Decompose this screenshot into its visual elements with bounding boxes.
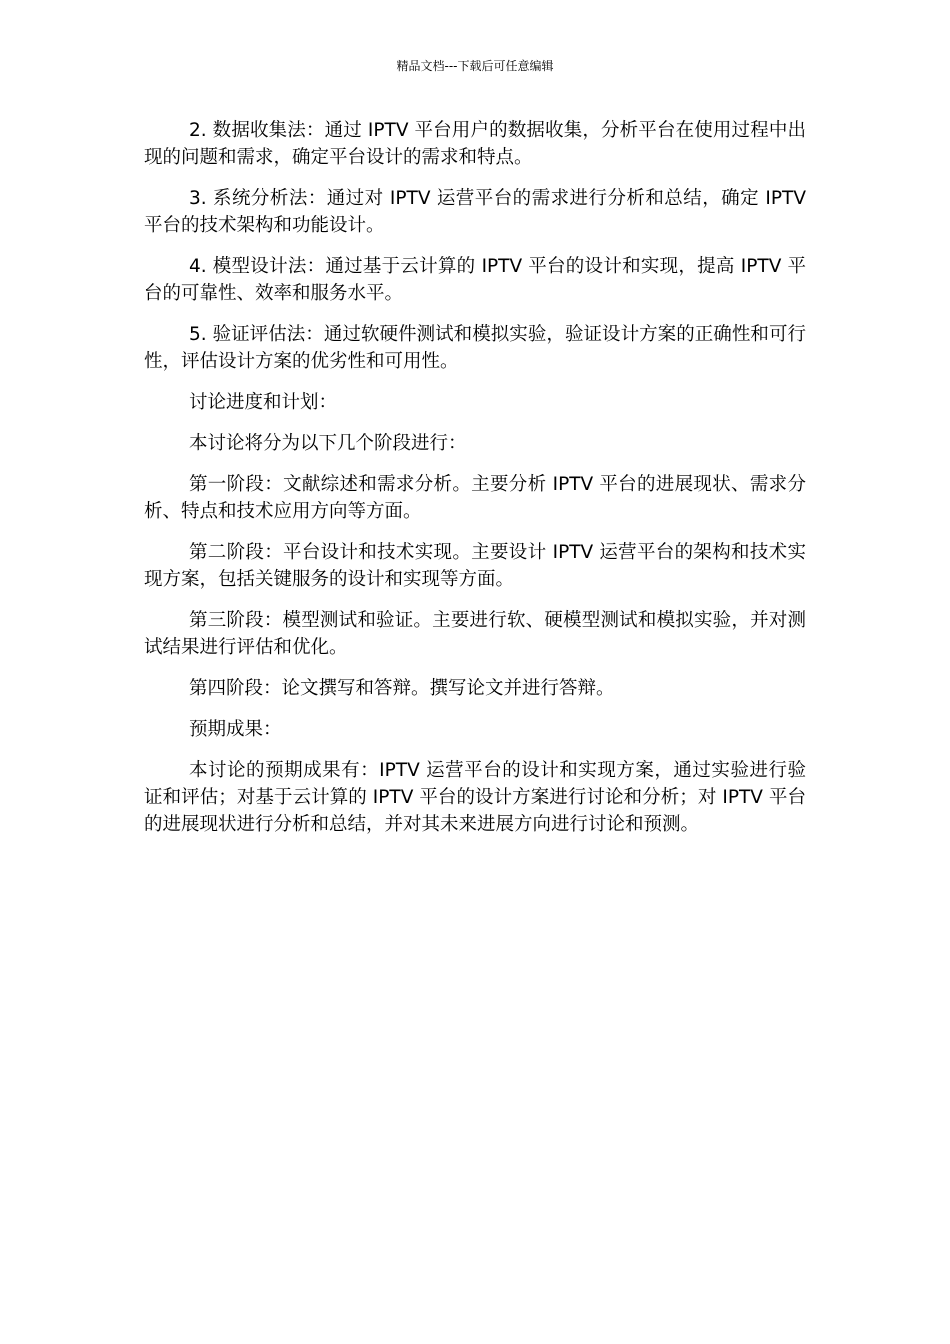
document-body bbox=[144, 117, 806, 852]
section-heading-expected-results: 预期成果： bbox=[189, 719, 282, 740]
paragraph-verification-method: 5. 验证评估法：通过软硬件测试和模拟实验，验证设计方案的正确性和可行性，评估设计方案的优劣性和可用性。 bbox=[144, 324, 806, 372]
paragraph-stage-two: 第二阶段：平台设计和技术实现。主要设计 IPTV 运营平台的架构和技术实现方案，包括关键服务的设计和实现等方面。 bbox=[144, 542, 806, 590]
paragraph-model-design-method: 4. 模型设计法：通过基于云计算的 IPTV 平台的设计和实现，提高 IPTV 平台的可靠性、效率和服务水平。 bbox=[144, 256, 806, 304]
section-heading-progress-plan: 讨论进度和计划： bbox=[189, 392, 338, 413]
paragraph-stage-one: 第一阶段：文献综述和需求分析。主要分析 IPTV 平台的进展现状、需求分析、特点和技术应用方向等方面。 bbox=[144, 474, 806, 522]
paragraph-stage-three: 第三阶段：模型测试和验证。主要进行软、硬模型测试和模拟实验，并对测试结果进行评估和优化。 bbox=[144, 610, 806, 658]
paragraph-stage-four: 第四阶段：论文撰写和答辩。撰写论文并进行答辩。 bbox=[189, 678, 615, 699]
paragraph-stages-intro: 本讨论将分为以下几个阶段进行： bbox=[189, 433, 467, 454]
page-header: 精品文档---下载后可任意编辑 bbox=[396, 59, 554, 73]
paragraph-expected-results: 本讨论的预期成果有：IPTV 运营平台的设计和实现方案，通过实验进行验证和评估；对基于云计算的 IPTV 平台的设计方案进行讨论和分析；对 IPTV 平台的进展现状进行分析和总结，并对其未来进展方向进行讨论和预测。 bbox=[144, 760, 806, 835]
paragraph-system-analysis-method: 3. 系统分析法：通过对 IPTV 运营平台的需求进行分析和总结，确定 IPTV 平台的技术架构和功能设计。 bbox=[144, 188, 806, 236]
paragraph-data-collection-method: 2. 数据收集法：通过 IPTV 平台用户的数据收集，分析平台在使用过程中出现的问题和需求，确定平台设计的需求和特点。 bbox=[144, 120, 806, 168]
